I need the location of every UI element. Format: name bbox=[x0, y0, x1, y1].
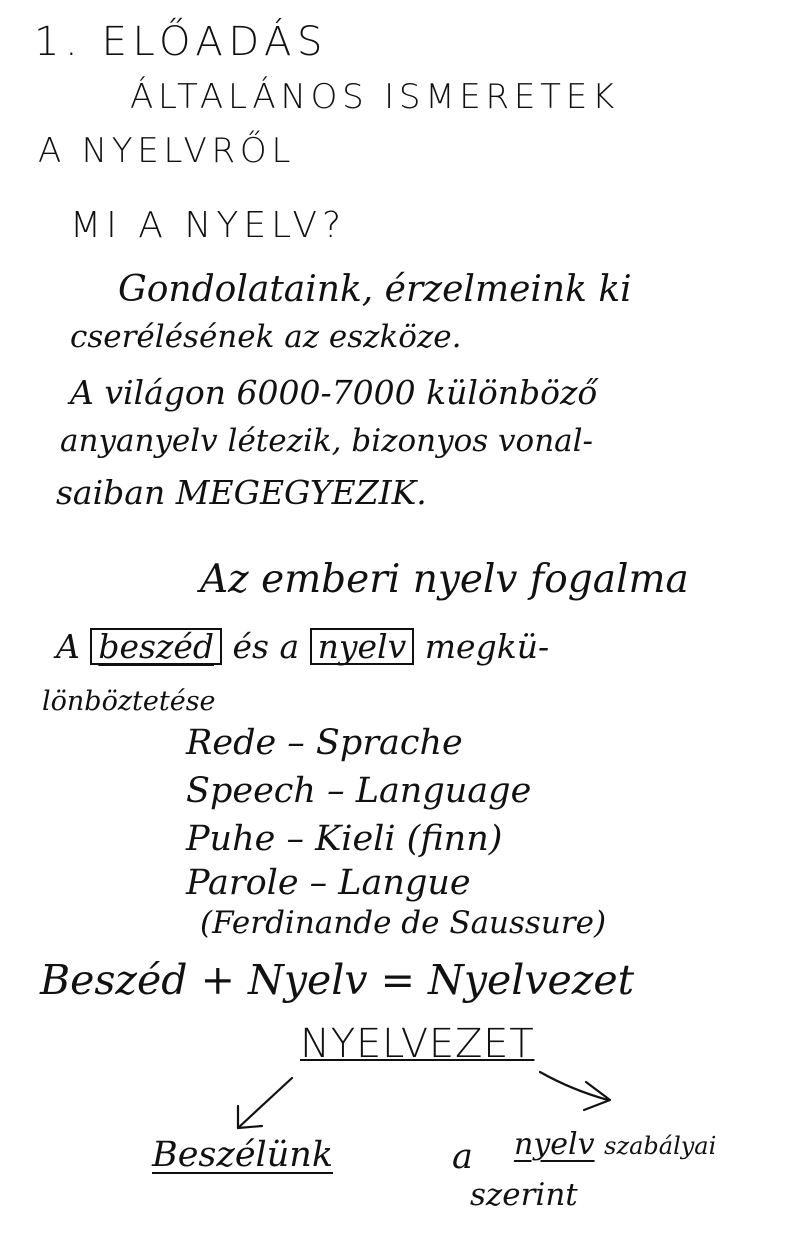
pair-parole-langue: Parole – Langue bbox=[186, 863, 471, 903]
boxed-word-beszed: beszéd bbox=[90, 628, 222, 665]
distinction-middle: és a bbox=[232, 627, 300, 666]
pair-rede-sprache: Rede – Sprache bbox=[186, 723, 463, 763]
bottom-left-word: Beszélünk bbox=[152, 1135, 334, 1175]
bottom-middle-word: a bbox=[452, 1137, 473, 1177]
bottom-right-line-2: szerint bbox=[470, 1177, 578, 1213]
saussure-note: (Ferdinande de Saussure) bbox=[200, 905, 607, 941]
bottom-right-underlined: nyelv bbox=[514, 1127, 595, 1162]
general-knowledge-heading: ÁLTALÁNOS ISMERETEK bbox=[130, 77, 619, 117]
pair-speech-language: Speech – Language bbox=[186, 771, 532, 811]
equation-line: Beszéd + Nyelv = Nyelvezet bbox=[40, 956, 635, 1004]
languages-line-1: A világon 6000-7000 különböző bbox=[70, 373, 598, 412]
languages-line-3: saiban MEGEGYEZIK. bbox=[56, 473, 427, 512]
nyelvezet-heading: NYELVEZET bbox=[300, 1021, 535, 1067]
distinction-prefix: A bbox=[56, 627, 80, 666]
bottom-right-rest: szabályai bbox=[604, 1132, 717, 1160]
languages-line-2: anyanyelv létezik, bizonyos vonal- bbox=[60, 423, 594, 459]
boxed-word-nyelv: nyelv bbox=[310, 628, 415, 665]
distinction-line-2: lönböztetése bbox=[42, 686, 216, 717]
pair-puhe-kieli: Puhe – Kieli (finn) bbox=[186, 819, 503, 859]
arrow-right bbox=[540, 1072, 608, 1100]
question-heading: MI A NYELV? bbox=[70, 205, 347, 246]
concept-line: Az emberi nyelv fogalma bbox=[200, 557, 689, 602]
lecture-number-heading: 1. ELŐADÁS bbox=[34, 19, 329, 65]
definition-line-2: cserélésének az eszköze. bbox=[70, 319, 462, 355]
definition-line-1: Gondolataink, érzelmeink ki bbox=[118, 269, 632, 310]
arrow-left bbox=[238, 1078, 292, 1128]
distinction-suffix: megkü- bbox=[424, 627, 550, 666]
bottom-right-line-1 bbox=[514, 1127, 717, 1162]
about-language-heading: A NYELVRŐL bbox=[38, 131, 296, 171]
